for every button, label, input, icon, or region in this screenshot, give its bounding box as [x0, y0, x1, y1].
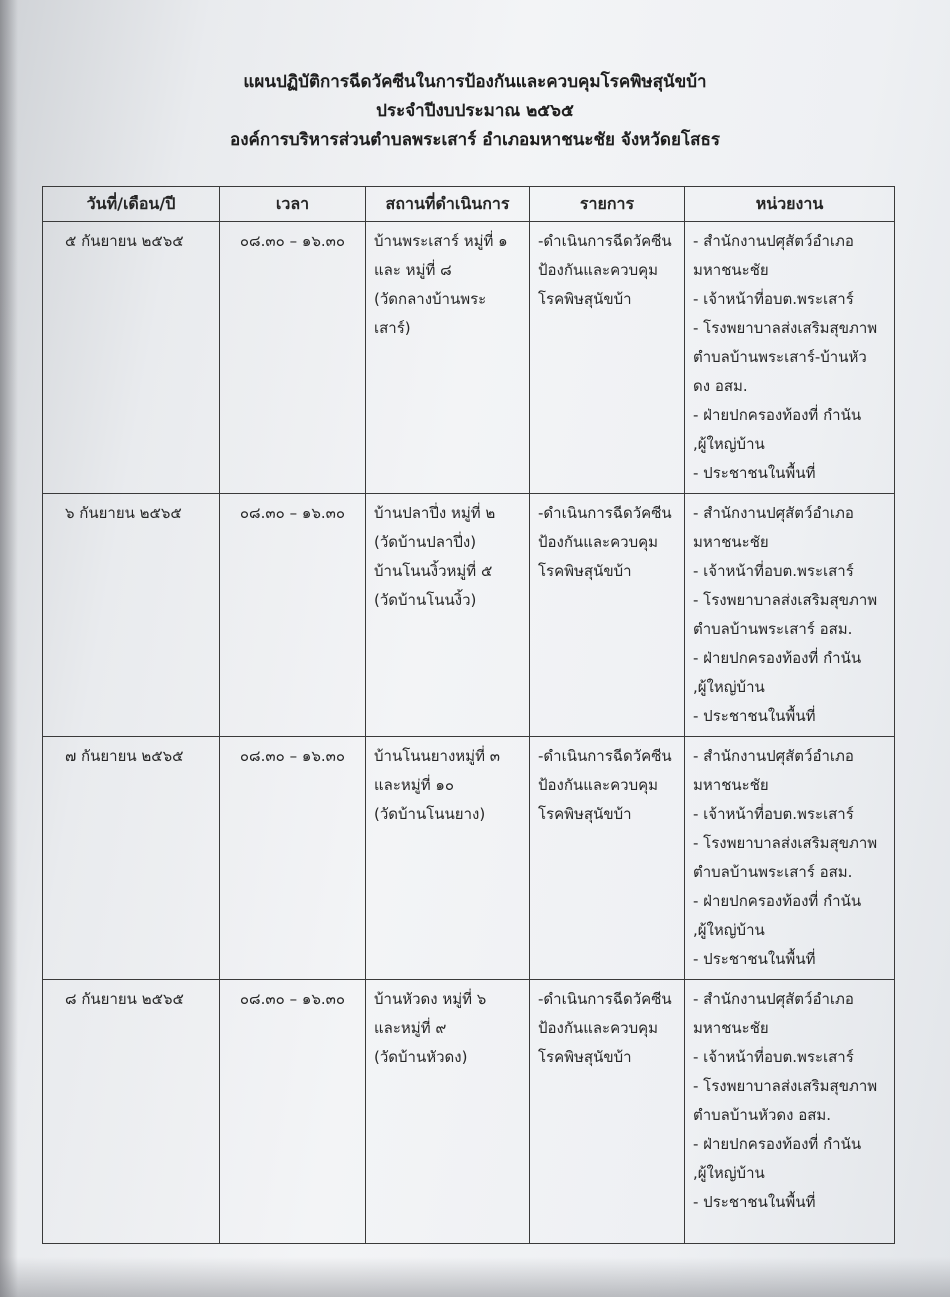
agency-line: - เจ้าหน้าที่อบต.พระเสาร์ [693, 805, 854, 823]
place-line: เสาร์) [374, 319, 411, 337]
place-line: (วัดกลางบ้านพระ [374, 290, 487, 308]
agency-line: - สำนักงานปศุสัตว์อำเภอ [693, 747, 854, 765]
agency-line: - ประชาชนในพื้นที่ [693, 464, 816, 482]
agency-line: - เจ้าหน้าที่อบต.พระเสาร์ [693, 562, 854, 580]
header-date: วันที่/เดือน/ปี [43, 187, 220, 222]
document-title [0, 68, 950, 155]
agency-line: - ประชาชนในพื้นที่ [693, 707, 816, 725]
agency-line: - สำนักงานปศุสัตว์อำเภอ [693, 232, 854, 250]
row-date: ๖ กันยายน ๒๕๖๕ [43, 494, 220, 737]
activity-line: ป้องกันและควบคุม [538, 776, 659, 794]
agency-line: ,ผู้ใหญ่บ้าน [693, 435, 765, 453]
agency-line: - สำนักงานปศุสัตว์อำเภอ [693, 990, 854, 1008]
agency-line: ,ผู้ใหญ่บ้าน [693, 1164, 765, 1182]
activity-line: ป้องกันและควบคุม [538, 533, 659, 551]
table-row [43, 737, 895, 980]
agency-line: ตำบลบ้านพระเสาร์ อสม. [693, 863, 853, 881]
place-line: บ้านหัวดง หมู่ที่ ๖ [374, 990, 487, 1008]
agency-line: - ฝ่ายปกครองท้องที่ กำนัน [693, 1135, 862, 1153]
agency-line: - โรงพยาบาลส่งเสริมสุขภาพ [693, 834, 878, 852]
place-line: (วัดบ้านโนนยาง) [374, 805, 486, 823]
agency-line: ตำบลบ้านพระเสาร์-บ้านหัว [693, 348, 867, 366]
activity-line: โรคพิษสุนัขบ้า [538, 805, 632, 823]
agency-line: - ประชาชนในพื้นที่ [693, 1193, 816, 1211]
title-line-3: องค์การบริหารส่วนตำบลพระเสาร์ อำเภอมหาชนะชัย จังหวัดยโสธร [230, 130, 720, 150]
row-activity [530, 737, 685, 980]
row-agency [685, 980, 895, 1244]
header-agency: หน่วยงาน [685, 187, 895, 222]
agency-line: - โรงพยาบาลส่งเสริมสุขภาพ [693, 1077, 878, 1095]
place-line: และ หมู่ที่ ๘ [374, 261, 452, 279]
table-row [43, 494, 895, 737]
activity-line: -ดำเนินการฉีดวัคซีน [538, 747, 672, 765]
place-line: และหมู่ที่ ๑๐ [374, 776, 455, 794]
place-line: และหมู่ที่ ๙ [374, 1019, 447, 1037]
title-line-1: แผนปฏิบัติการฉีดวัคซีนในการป้องกันและควบคุมโรคพิษสุนัขบ้า [243, 72, 707, 92]
agency-line: ดง อสม. [693, 377, 748, 395]
agency-line: มหาชนะชัย [693, 533, 769, 551]
agency-line: - สำนักงานปศุสัตว์อำเภอ [693, 504, 854, 522]
row-time: ๐๘.๓๐ – ๑๖.๓๐ [220, 222, 366, 494]
title-line-2: ประจำปีงบประมาณ ๒๕๖๕ [376, 101, 574, 121]
activity-line: โรคพิษสุนัขบ้า [538, 290, 632, 308]
agency-line: - ฝ่ายปกครองท้องที่ กำนัน [693, 892, 862, 910]
row-date: ๘ กันยายน ๒๕๖๕ [43, 980, 220, 1244]
row-activity [530, 222, 685, 494]
row-place [366, 494, 530, 737]
table-header-row [43, 187, 895, 222]
place-line: บ้านพระเสาร์ หมู่ที่ ๑ [374, 232, 508, 250]
row-time: ๐๘.๓๐ – ๑๖.๓๐ [220, 737, 366, 980]
row-activity [530, 494, 685, 737]
agency-line: - ฝ่ายปกครองท้องที่ กำนัน [693, 406, 862, 424]
row-place [366, 737, 530, 980]
row-agency [685, 494, 895, 737]
place-line: (วัดบ้านปลาปึ่ง) [374, 533, 477, 551]
page-edge-shadow [0, 0, 18, 1297]
agency-line: มหาชนะชัย [693, 1019, 769, 1037]
agency-line: - โรงพยาบาลส่งเสริมสุขภาพ [693, 319, 878, 337]
place-line: (วัดบ้านหัวดง) [374, 1048, 468, 1066]
agency-line: - ฝ่ายปกครองท้องที่ กำนัน [693, 649, 862, 667]
activity-line: ป้องกันและควบคุม [538, 261, 659, 279]
agency-line: มหาชนะชัย [693, 776, 769, 794]
row-date: ๗ กันยายน ๒๕๖๕ [43, 737, 220, 980]
row-place [366, 222, 530, 494]
activity-line: -ดำเนินการฉีดวัคซีน [538, 990, 672, 1008]
agency-line: ,ผู้ใหญ่บ้าน [693, 921, 765, 939]
agency-line: - ประชาชนในพื้นที่ [693, 950, 816, 968]
place-line: บ้านปลาปึ่ง หมู่ที่ ๒ [374, 504, 496, 522]
activity-line: -ดำเนินการฉีดวัคซีน [538, 504, 672, 522]
place-line: บ้านโนนงิ้วหมู่ที่ ๕ [374, 562, 493, 580]
agency-line: ตำบลบ้านหัวดง อสม. [693, 1106, 832, 1124]
agency-line: - โรงพยาบาลส่งเสริมสุขภาพ [693, 591, 878, 609]
agency-line: ตำบลบ้านพระเสาร์ อสม. [693, 620, 853, 638]
row-time: ๐๘.๓๐ – ๑๖.๓๐ [220, 494, 366, 737]
table-body [43, 222, 895, 1244]
agency-line: มหาชนะชัย [693, 261, 769, 279]
table-row [43, 980, 895, 1244]
table-row [43, 222, 895, 494]
activity-line: -ดำเนินการฉีดวัคซีน [538, 232, 672, 250]
row-agency [685, 737, 895, 980]
activity-line: โรคพิษสุนัขบ้า [538, 1048, 632, 1066]
row-activity [530, 980, 685, 1244]
activity-line: โรคพิษสุนัขบ้า [538, 562, 632, 580]
schedule-table [42, 186, 895, 1244]
place-line: บ้านโนนยางหมู่ที่ ๓ [374, 747, 500, 765]
row-place [366, 980, 530, 1244]
activity-line: ป้องกันและควบคุม [538, 1019, 659, 1037]
place-line: (วัดบ้านโนนงิ้ว) [374, 591, 477, 609]
agency-line: - เจ้าหน้าที่อบต.พระเสาร์ [693, 290, 854, 308]
row-date: ๕ กันยายน ๒๕๖๕ [43, 222, 220, 494]
row-agency [685, 222, 895, 494]
agency-line: ,ผู้ใหญ่บ้าน [693, 678, 765, 696]
row-time: ๐๘.๓๐ – ๑๖.๓๐ [220, 980, 366, 1244]
header-place: สถานที่ดำเนินการ [366, 187, 530, 222]
agency-line: - เจ้าหน้าที่อบต.พระเสาร์ [693, 1048, 854, 1066]
page-bottom-shadow [0, 1257, 950, 1297]
header-time: เวลา [220, 187, 366, 222]
header-activity: รายการ [530, 187, 685, 222]
